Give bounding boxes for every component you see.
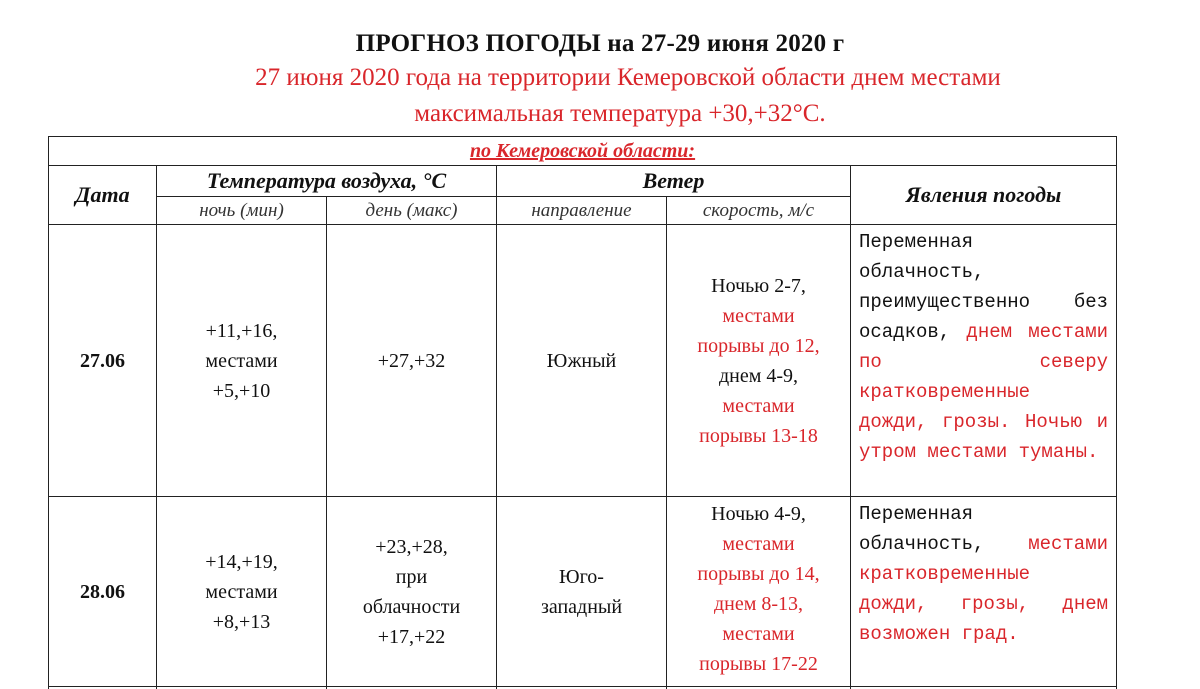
speed-line: порывы до 12, xyxy=(697,334,820,357)
day-header: день (макс) xyxy=(327,197,497,225)
date-cell: 27.06 xyxy=(49,225,157,497)
weather-phenomena-cell xyxy=(851,497,1117,687)
speed-line: порывы 17-22 xyxy=(699,653,818,675)
speed-line: днем 8-13, xyxy=(713,593,804,615)
table-row xyxy=(49,497,1117,687)
page-title: ПРОГНОЗ ПОГОДЫ на 27-29 июня 2020 г xyxy=(355,30,845,57)
wind-speed-cell xyxy=(667,497,851,687)
weather-phenomena-cell xyxy=(851,225,1117,497)
wind-speed-cell xyxy=(667,225,851,497)
speed-line: днем 4-9, xyxy=(718,364,799,387)
speed-line: Ночью 4-9, xyxy=(711,503,806,525)
speed-line: порывы 13-18 xyxy=(699,424,818,447)
date-header: Дата xyxy=(49,166,157,225)
wind-direction-cell: Южный xyxy=(497,225,667,497)
night-temp-cell xyxy=(157,497,327,687)
day-temp-line: +23,+28, xyxy=(375,535,448,558)
phenomena-header: Явления погоды xyxy=(851,166,1117,225)
speed-line: местами xyxy=(722,623,795,645)
weather-warning-text: местами кратковременные дожди, грозы, днем возможен град. xyxy=(859,533,1109,645)
region-header: по Кемеровской области: xyxy=(49,137,1117,166)
temperature-header: Температура воздуха, °С xyxy=(157,166,497,197)
speed-line: местами xyxy=(722,533,795,555)
speed-line: местами xyxy=(722,394,795,417)
night-temp-line: +8,+13 xyxy=(212,610,271,633)
weather-text: Переменная облачность, xyxy=(859,503,985,555)
wind-direction-cell xyxy=(497,497,667,687)
night-temp-cell xyxy=(157,225,327,497)
day-temp-line: облачности xyxy=(362,595,461,618)
direction-header: направление xyxy=(497,197,667,225)
speed-line: Ночью 2-7, xyxy=(711,274,806,297)
subtitle-line-2: максимальная температура +30,+32°С. xyxy=(414,100,826,127)
wind-header: Ветер xyxy=(497,166,851,197)
subtitle-line-1: 27 июня 2020 года на территории Кемеровской области днем местами xyxy=(255,64,1001,91)
night-header: ночь (мин) xyxy=(157,197,327,225)
day-temp-line: при xyxy=(395,565,428,588)
table-row xyxy=(49,225,1117,497)
weather-text: Переменная облачность, преимущественно без осадков, xyxy=(859,231,1109,343)
direction-line: западный xyxy=(540,595,623,618)
day-temp-cell xyxy=(327,497,497,687)
night-temp-line: местами xyxy=(205,580,278,603)
day-temp-cell: +27,+32 xyxy=(327,225,497,497)
night-temp-line: +11,+16, xyxy=(205,319,278,342)
night-temp-line: +5,+10 xyxy=(212,379,271,402)
speed-header: скорость, м/с xyxy=(667,197,851,225)
date-cell: 28.06 xyxy=(49,497,157,687)
speed-line: местами xyxy=(722,304,795,327)
forecast-table xyxy=(48,136,1117,689)
weather-warning-text: днем местами по северу кратковременные дожди, грозы. Ночью и утром местами туманы. xyxy=(859,321,1109,463)
day-temp-line: +17,+22 xyxy=(377,625,446,648)
direction-line: Юго- xyxy=(559,565,604,588)
speed-line: порывы до 14, xyxy=(697,563,820,585)
night-temp-line: местами xyxy=(205,349,278,372)
night-temp-line: +14,+19, xyxy=(205,550,278,573)
